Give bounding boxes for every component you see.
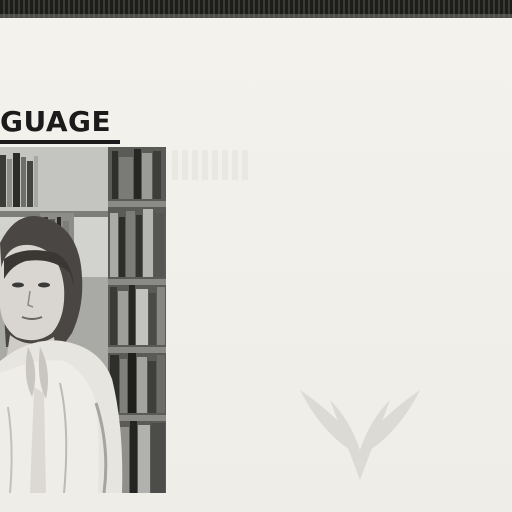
portrait-photo <box>0 147 166 493</box>
eagle-emblem-icon <box>290 360 430 500</box>
heading-rule <box>0 140 120 144</box>
bleed-through-text <box>172 150 252 180</box>
section-heading: GUAGE <box>0 105 112 138</box>
page-top-edge <box>0 0 512 18</box>
portrait-photo-image <box>0 147 166 493</box>
